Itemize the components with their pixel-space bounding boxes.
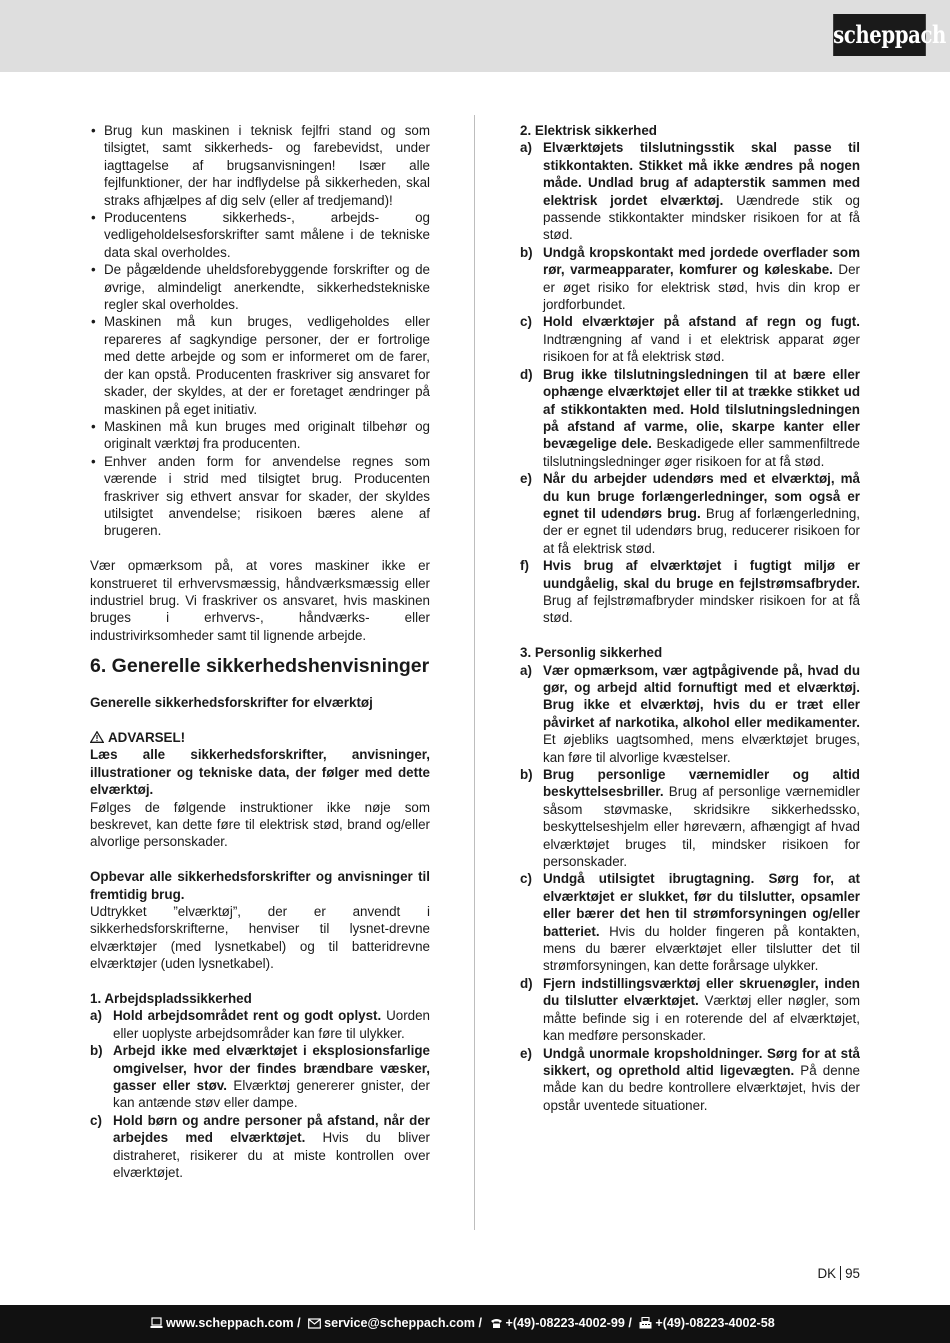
electrical-safety-title: 2. Elektrisk sikkerhed [520,123,657,138]
list-item: e) Undgå unormale kropsholdninger. Sørg for at stå sikkert, og oprethold altid ligevægten. På denne måde kan du bedre kontrollere elværktøjet, hvis der opstår uventede situationer. [520,1045,860,1113]
list-item: • De pågældende uheldsforebyggende forskrifter og de øvrige, almindeligt anerkendte, sikkerhedstekniske regler skal overholdes. [90,261,430,313]
warning-text: Følges de følgende instruktioner ikke nøje som beskrevet, kan dette føre til elektrisk stød, brand og/eller alvorlige personskader. [90,799,430,850]
disclaimer-paragraph: Vær opmærksom på, at vores maskiner ikke er konstrueret til erhvervsmæssig, håndværksmæssig eller industriel brug. Vi fraskriver os ansvaret, hvis maskinen bruges i erhvervs-, håndværks- eller industrivirksomheder samt til lignende arbejde. [90,558,430,643]
warning-bold-text: Læs alle sikkerhedsforskrifter, anvisninger, illustrationer og tekniske data, der følger med dette elværktøj. [90,747,430,798]
list-item: d) Brug ikke tilslutningsledningen til at bære eller ophænge elværktøjet eller til at trække stikket ud af stikkontakten med. Hold tilslutningsledningen på afstand af varme, olie, skarpe kanter eller bevægelige dele. Beskadigede eller sammenfiltrede tilslutningsledninger øger risikoen for at få stød. [520,366,860,469]
phone-icon [490,1317,503,1329]
list-item: b) Arbejd ikke med elværktøjet i eksplosionsfarlige omgivelser, hvor der findes brændbare væsker, gasser eller støv. Elværktøj genererer gnister, der kan antænde støv eller dampe. [90,1043,430,1111]
workplace-safety-list [90,1007,430,1181]
list-item: • Maskinen må kun bruges med originalt tilbehør og originalt værktøj fra producenten. [90,418,430,453]
keep-instructions-heading: Opbevar alle sikkerhedsforskrifter og anvisninger til fremtidig brug. [90,869,430,902]
fax-icon [639,1317,652,1329]
safety-bullet-list [90,122,430,540]
fax-number: +(49)-08223-4002-58 [655,1316,775,1330]
list-item: • Maskinen må kun bruges, vedligeholdes eller repareres af sagkyndige personer, der er fortrolige med dette arbejde og som er informeret om de farer, der kan opstå. Producenten fraskriver sig ansvaret for skader, der skyldes, at der er foretaget ændringer på maskinen på eget initiativ. [90,313,430,417]
right-column [520,122,860,1114]
list-item: • Producentens sikkerheds-, arbejds- og vedligeholdelsesforskrifter samt målene i de tekniske data skal overholdes. [90,209,430,261]
list-item: e) Når du arbejder udendørs med et elværktøj, må du kun bruge forlængerledninger, som også er egnet til udendørs brug. Brug af forlængerledning, der er egnet til udendørs brug, reducerer risikoen for at få elektrisk stød. [520,471,860,556]
left-column [90,122,430,1182]
personal-safety-list [520,662,860,1115]
list-item: b) Undgå kropskontakt med jordede overflader som rør, varmeapparater, komfurer og køleskabe. Der er øget risiko for elektrisk stød, hvis din krop er jordforbundet. [520,244,860,313]
list-item: c) Hold elværktøjer på afstand af regn og fugt. Indtrængning af vand i et elektrisk apparat øger risikoen for at få elektrisk stød. [520,314,860,365]
list-item: f) Hvis brug af elværktøjet i fugtigt miljø er uundgåelig, skal du bruge en fejlstrømsafbryder. Brug af fejlstrømafbryder mindsker risikoen for at få stød. [520,558,860,626]
warning-label: ADVARSEL! [108,729,186,745]
column-divider [474,115,475,1230]
list-item: b) Brug personlige værnemidler og altid beskyttelsesbriller. Brug af personlige værnemidler såsom støvmaske, skridsikre sikkerhedssko, beskyttelseshjelm eller høreværn, afhængigt af hvad elværktøjet bruges til, mindsker risikoen for personskader. [520,767,860,870]
electrical-safety-list [520,139,860,626]
email-icon [308,1318,321,1329]
subheading: Generelle sikkerhedsforskrifter for elværktøj [90,695,373,711]
page-number-value: 95 [845,1266,860,1281]
scheppach-logo: scheppach [833,14,926,56]
language-code: DK [817,1266,837,1281]
warning-triangle-icon [90,731,104,743]
phone-number[interactable]: +(49)-08223-4002-99 / [505,1316,632,1330]
warning-heading [90,729,430,746]
list-item: d) Fjern indstillingsværktøj eller skruenøgler, inden du tilslutter elværktøjet. Værktøj eller nøgler, som måtte befinde sig i en roterende del af elværktøjet, kan medføre personskader. [520,975,860,1044]
list-item: • Enhver anden form for anvendelse regnes som værende i strid med tilsigtet brug. Producenten fraskriver sig ethvert ansvar for skader, der skyldes utilsigtet anvendelse; risikoen bæres alene af brugeren. [90,453,430,540]
list-item: c) Undgå utilsigtet ibrugtagning. Sørg for, at elværktøjet er slukket, før du tilslutter, opsamler eller bærer det hen til strømforsyningen og/eller batteriet. Hvis du holder fingeren på kontakten, mens du bærer elværktøjet eller tilslutter det til strømforsyningen, kan dette forårsage ulykker. [520,871,860,974]
workplace-safety-title: 1. Arbejdspladssikkerhed [90,991,252,1007]
page-number [800,1266,860,1281]
computer-icon [150,1317,163,1329]
personal-safety-title: 3. Personlig sikkerhed [520,645,663,661]
list-item: a) Elværktøjets tilslutningsstik skal passe til stikkontakten. Stikket må ikke ændres på nogen måde. Undlad brug af adapterstik sammen med elektrisk jordet elværktøj. Uændrede stik og passende stikkontakter mindsker risikoen for at få stød. [520,140,861,243]
email-link[interactable]: service@scheppach.com / [324,1316,482,1330]
website-link[interactable]: www.scheppach.com / [166,1316,301,1330]
footer-contacts [150,1316,775,1330]
list-item: • Brug kun maskinen i teknisk fejlfri stand og som tilsigtet, samt sikkerheds- og farebevidst, under iagttagelse af brugsanvisningen! Især alle fejlfunktioner, der har indflydelse på sikkerheden, skal straks afhjælpes af dig selv (eller af tredjemand)! [90,122,430,209]
list-item: a) Vær opmærksom, vær agtpågivende på, hvad du gør, og arbejd altid fornuftigt med et elværktøj. Brug ikke et elværktøj, hvis du er træt eller påvirket af narkotika, alkohol eller medikamenter. Et øjebliks uagtsomhed, mens elværktøjet bruges, kan føre til alvorlige kvæstelser. [520,662,860,765]
header-band [0,0,950,72]
list-item: a) Hold arbejdsområdet rent og godt oplyst. Uorden eller uoplyste arbejdsområder kan føre til ulykker. [90,1008,430,1041]
list-item: c) Hold børn og andre personer på afstand, når der arbejdes med elværktøjet. Hvis du bliver distraheret, risikerer du at miste kontrollen over elværktøjet. [90,1112,430,1181]
keep-instructions-text: Udtrykket ”elværktøj”, der er anvendt i sikkerhedsforskrifterne, henviser til lysnet-drevne elværktøjer (med lysnetkabel) og til batteridrevne elværktøjer (uden lysnetkabel). [90,904,430,972]
footer-bar [0,1305,950,1343]
section-title: 6. Generelle sikkerhedshenvisninger [90,655,430,678]
